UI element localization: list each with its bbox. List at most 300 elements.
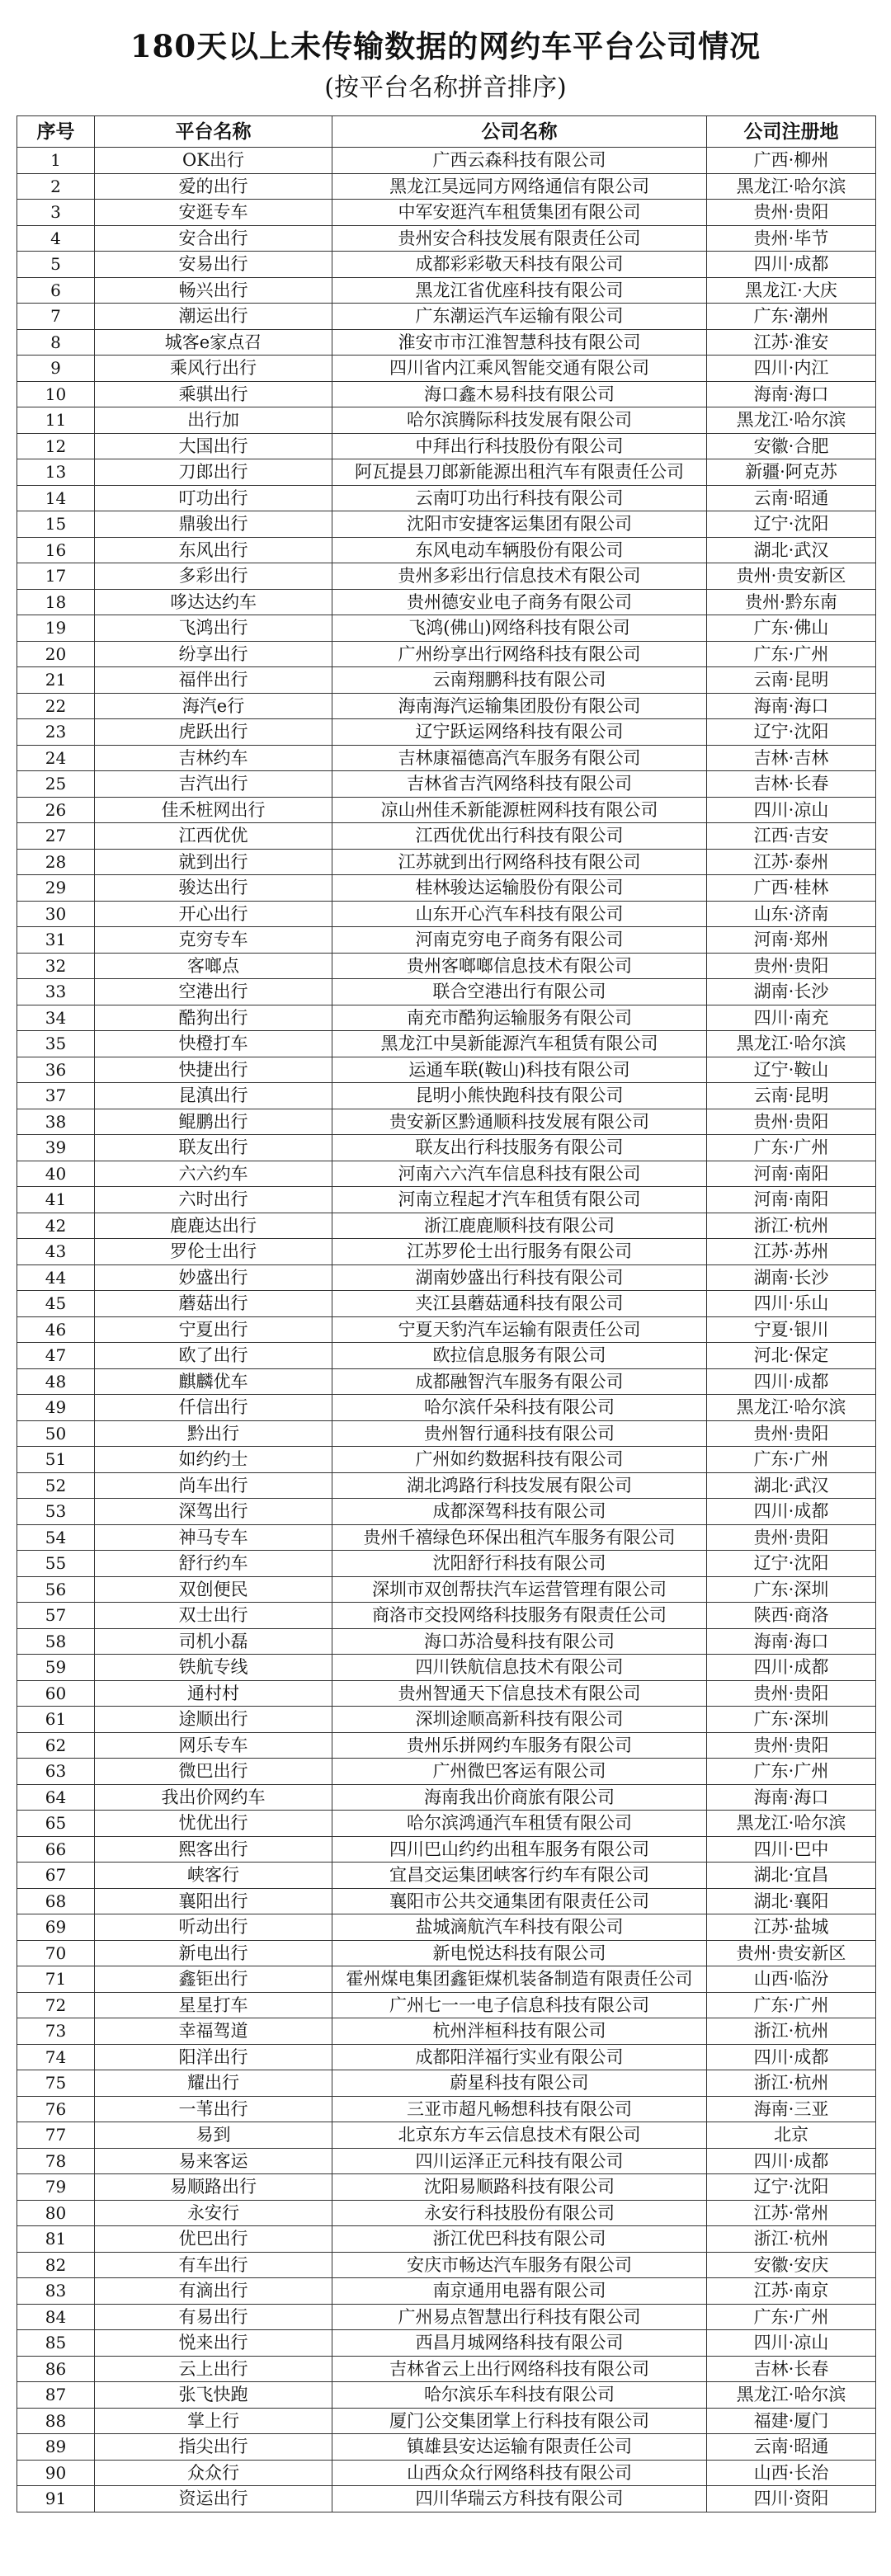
- cell-registered-location: 湖南·长沙: [707, 1264, 876, 1291]
- cell-index: 62: [17, 1732, 95, 1759]
- cell-index: 37: [17, 1083, 95, 1109]
- cell-index: 60: [17, 1680, 95, 1707]
- table-row: [17, 2434, 876, 2461]
- cell-registered-location: 贵州·毕节: [707, 225, 876, 252]
- cell-registered-location: 贵州·贵阳: [707, 1420, 876, 1447]
- cell-platform-name: 双士出行: [95, 1603, 332, 1629]
- cell-company-name: 商洛市交投网络科技服务有限责任公司: [332, 1603, 707, 1629]
- cell-index: 80: [17, 2200, 95, 2226]
- cell-platform-name: 纷享出行: [95, 641, 332, 667]
- header-index: 序号: [17, 116, 95, 148]
- cell-company-name: 飞鸿(佛山)网络科技有限公司: [332, 615, 707, 642]
- cell-index: 49: [17, 1395, 95, 1421]
- cell-platform-name: 刀郎出行: [95, 459, 332, 486]
- table-row: [17, 1057, 876, 1083]
- cell-index: 74: [17, 2044, 95, 2070]
- cell-platform-name: 资运出行: [95, 2486, 332, 2512]
- cell-registered-location: 贵州·贵阳: [707, 1109, 876, 1135]
- table-row: [17, 1213, 876, 1239]
- cell-index: 29: [17, 875, 95, 902]
- cell-index: 42: [17, 1213, 95, 1239]
- table-row: [17, 381, 876, 407]
- cell-platform-name: 如约约士: [95, 1447, 332, 1473]
- cell-registered-location: 吉林·吉林: [707, 745, 876, 771]
- cell-registered-location: 四川·成都: [707, 1655, 876, 1681]
- cell-company-name: 永安行科技股份有限公司: [332, 2200, 707, 2226]
- cell-registered-location: 四川·成都: [707, 1368, 876, 1395]
- table-row: [17, 1888, 876, 1914]
- cell-platform-name: 罗伦士出行: [95, 1239, 332, 1265]
- cell-index: 69: [17, 1914, 95, 1941]
- cell-company-name: 运通车联(鞍山)科技有限公司: [332, 1057, 707, 1083]
- cell-company-name: 成都彩彩敬天科技有限公司: [332, 252, 707, 278]
- cell-registered-location: 浙江·杭州: [707, 1213, 876, 1239]
- cell-platform-name: 宁夏出行: [95, 1316, 332, 1343]
- cell-company-name: 杭州泮桓科技有限公司: [332, 2018, 707, 2045]
- cell-index: 40: [17, 1161, 95, 1187]
- cell-company-name: 海南海汽运输集团股份有限公司: [332, 693, 707, 719]
- cell-index: 14: [17, 485, 95, 511]
- cell-index: 25: [17, 771, 95, 798]
- cell-index: 51: [17, 1447, 95, 1473]
- cell-index: 31: [17, 927, 95, 954]
- cell-company-name: 四川铁航信息技术有限公司: [332, 1655, 707, 1681]
- cell-platform-name: 酷狗出行: [95, 1005, 332, 1031]
- cell-index: 46: [17, 1316, 95, 1343]
- cell-registered-location: 浙江·杭州: [707, 2070, 876, 2097]
- cell-index: 45: [17, 1291, 95, 1317]
- cell-platform-name: 永安行: [95, 2200, 332, 2226]
- cell-registered-location: 四川·资阳: [707, 2486, 876, 2512]
- cell-registered-location: 江苏·盐城: [707, 1914, 876, 1941]
- cell-platform-name: 耀出行: [95, 2070, 332, 2097]
- table-row: [17, 1472, 876, 1499]
- platform-table: [16, 115, 876, 2512]
- table-row: [17, 615, 876, 642]
- cell-index: 71: [17, 1966, 95, 1993]
- cell-company-name: 哈尔滨乐车科技有限公司: [332, 2382, 707, 2409]
- cell-platform-name: 鼎骏出行: [95, 511, 332, 538]
- cell-index: 12: [17, 433, 95, 459]
- table-row: [17, 148, 876, 174]
- table-row: [17, 2330, 876, 2357]
- cell-index: 78: [17, 2148, 95, 2174]
- cell-index: 35: [17, 1031, 95, 1057]
- cell-company-name: 成都深驾科技有限公司: [332, 1499, 707, 1525]
- cell-index: 22: [17, 693, 95, 719]
- cell-company-name: 贵州多彩出行信息技术有限公司: [332, 563, 707, 590]
- cell-index: 79: [17, 2174, 95, 2201]
- cell-company-name: 四川巴山约约出租车服务有限公司: [332, 1836, 707, 1863]
- table-row: [17, 667, 876, 694]
- cell-registered-location: 四川·巴中: [707, 1836, 876, 1863]
- cell-index: 76: [17, 2096, 95, 2122]
- table-row: [17, 407, 876, 434]
- table-row: [17, 1239, 876, 1265]
- cell-registered-location: 广东·潮州: [707, 304, 876, 330]
- cell-platform-name: 吉汽出行: [95, 771, 332, 798]
- table-row: [17, 1499, 876, 1525]
- cell-index: 61: [17, 1707, 95, 1733]
- cell-registered-location: 安徽·安庆: [707, 2252, 876, 2278]
- cell-index: 3: [17, 200, 95, 226]
- table-row: [17, 875, 876, 902]
- cell-index: 77: [17, 2122, 95, 2149]
- cell-platform-name: 叮功出行: [95, 485, 332, 511]
- page-subtitle: (按平台名称拼音排序): [324, 73, 567, 102]
- cell-registered-location: 湖南·长沙: [707, 979, 876, 1005]
- cell-index: 65: [17, 1811, 95, 1837]
- cell-platform-name: 途顺出行: [95, 1707, 332, 1733]
- cell-platform-name: 悦来出行: [95, 2330, 332, 2357]
- cell-registered-location: 广西·桂林: [707, 875, 876, 902]
- table-row: [17, 277, 876, 304]
- cell-company-name: 哈尔滨腾际科技发展有限公司: [332, 407, 707, 434]
- table-row: [17, 2200, 876, 2226]
- cell-index: 75: [17, 2070, 95, 2097]
- cell-registered-location: 黑龙江·大庆: [707, 277, 876, 304]
- table-row: [17, 1628, 876, 1655]
- cell-registered-location: 广东·深圳: [707, 1707, 876, 1733]
- cell-registered-location: 江苏·苏州: [707, 1239, 876, 1265]
- cell-registered-location: 贵州·贵阳: [707, 1524, 876, 1551]
- table-row: [17, 1759, 876, 1785]
- cell-platform-name: 昆滇出行: [95, 1083, 332, 1109]
- cell-company-name: 贵州千禧绿色环保出租汽车服务有限公司: [332, 1524, 707, 1551]
- cell-platform-name: 快橙打车: [95, 1031, 332, 1057]
- cell-company-name: 山东开心汽车科技有限公司: [332, 901, 707, 927]
- cell-platform-name: 海汽e行: [95, 693, 332, 719]
- cell-company-name: 深圳市双创帮扶汽车运营管理有限公司: [332, 1576, 707, 1603]
- cell-registered-location: 四川·凉山: [707, 797, 876, 823]
- cell-platform-name: 有滴出行: [95, 2278, 332, 2305]
- cell-registered-location: 吉林·长春: [707, 2356, 876, 2382]
- table-row: [17, 1784, 876, 1811]
- cell-registered-location: 河南·南阳: [707, 1161, 876, 1187]
- cell-index: 50: [17, 1420, 95, 1447]
- cell-index: 55: [17, 1551, 95, 1577]
- cell-registered-location: 吉林·长春: [707, 771, 876, 798]
- cell-index: 1: [17, 148, 95, 174]
- cell-index: 64: [17, 1784, 95, 1811]
- cell-registered-location: 海南·海口: [707, 1628, 876, 1655]
- cell-platform-name: 吉林约车: [95, 745, 332, 771]
- cell-registered-location: 广东·广州: [707, 1135, 876, 1161]
- cell-platform-name: 星星打车: [95, 1992, 332, 2018]
- cell-registered-location: 四川·成都: [707, 2044, 876, 2070]
- table-row: [17, 693, 876, 719]
- cell-company-name: 浙江鹿鹿顺科技有限公司: [332, 1213, 707, 1239]
- cell-platform-name: 云上出行: [95, 2356, 332, 2382]
- cell-company-name: 镇雄县安达运输有限责任公司: [332, 2434, 707, 2461]
- cell-company-name: 吉林省云上出行网络科技有限公司: [332, 2356, 707, 2382]
- cell-platform-name: 鑫钜出行: [95, 1966, 332, 1993]
- cell-registered-location: 辽宁·沈阳: [707, 511, 876, 538]
- cell-index: 36: [17, 1057, 95, 1083]
- table-row: [17, 927, 876, 954]
- cell-platform-name: 优巴出行: [95, 2226, 332, 2253]
- cell-index: 26: [17, 797, 95, 823]
- cell-registered-location: 贵州·贵安新区: [707, 563, 876, 590]
- cell-registered-location: 浙江·杭州: [707, 2018, 876, 2045]
- cell-platform-name: 舒行约车: [95, 1551, 332, 1577]
- cell-platform-name: 司机小磊: [95, 1628, 332, 1655]
- cell-registered-location: 四川·成都: [707, 252, 876, 278]
- cell-index: 11: [17, 407, 95, 434]
- cell-company-name: 四川省内江乘风智能交通有限公司: [332, 356, 707, 382]
- cell-index: 10: [17, 381, 95, 407]
- cell-company-name: 蔚星科技有限公司: [332, 2070, 707, 2097]
- cell-index: 53: [17, 1499, 95, 1525]
- cell-index: 44: [17, 1264, 95, 1291]
- table-header-row: [17, 116, 876, 148]
- cell-registered-location: 海南·海口: [707, 381, 876, 407]
- cell-registered-location: 江苏·淮安: [707, 329, 876, 356]
- cell-company-name: 三亚市超凡畅想科技有限公司: [332, 2096, 707, 2122]
- cell-registered-location: 湖北·襄阳: [707, 1888, 876, 1914]
- cell-company-name: 南京通用电器有限公司: [332, 2278, 707, 2305]
- cell-registered-location: 辽宁·鞍山: [707, 1057, 876, 1083]
- cell-platform-name: 多彩出行: [95, 563, 332, 590]
- cell-index: 57: [17, 1603, 95, 1629]
- cell-platform-name: 空港出行: [95, 979, 332, 1005]
- table-row: [17, 589, 876, 615]
- cell-index: 18: [17, 589, 95, 615]
- cell-company-name: 西昌月城网络科技有限公司: [332, 2330, 707, 2357]
- table-row: [17, 433, 876, 459]
- cell-company-name: 黑龙江省优座科技有限公司: [332, 277, 707, 304]
- cell-index: 82: [17, 2252, 95, 2278]
- cell-registered-location: 四川·南充: [707, 1005, 876, 1031]
- cell-registered-location: 江苏·泰州: [707, 849, 876, 875]
- cell-registered-location: 黑龙江·哈尔滨: [707, 407, 876, 434]
- table-row: [17, 1680, 876, 1707]
- table-row: [17, 2408, 876, 2434]
- cell-platform-name: 安逛专车: [95, 200, 332, 226]
- cell-registered-location: 海南·三亚: [707, 2096, 876, 2122]
- cell-index: 88: [17, 2408, 95, 2434]
- table-row: [17, 1603, 876, 1629]
- cell-company-name: 沈阳市安捷客运集团有限公司: [332, 511, 707, 538]
- cell-company-name: 吉林省吉汽网络科技有限公司: [332, 771, 707, 798]
- table-row: [17, 1083, 876, 1109]
- cell-platform-name: 深驾出行: [95, 1499, 332, 1525]
- cell-company-name: 广西云森科技有限公司: [332, 148, 707, 174]
- cell-company-name: 成都融智汽车服务有限公司: [332, 1368, 707, 1395]
- cell-registered-location: 四川·成都: [707, 2148, 876, 2174]
- cell-platform-name: 张飞快跑: [95, 2382, 332, 2409]
- cell-index: 72: [17, 1992, 95, 2018]
- cell-registered-location: 陕西·商洛: [707, 1603, 876, 1629]
- cell-company-name: 贵州智行通科技有限公司: [332, 1420, 707, 1447]
- table-row: [17, 2278, 876, 2305]
- cell-index: 89: [17, 2434, 95, 2461]
- cell-index: 23: [17, 719, 95, 746]
- cell-index: 33: [17, 979, 95, 1005]
- table-row: [17, 823, 876, 850]
- cell-platform-name: 六时出行: [95, 1187, 332, 1213]
- cell-index: 91: [17, 2486, 95, 2512]
- cell-registered-location: 辽宁·沈阳: [707, 719, 876, 746]
- cell-registered-location: 黑龙江·哈尔滨: [707, 1811, 876, 1837]
- cell-platform-name: 我出价网约车: [95, 1784, 332, 1811]
- cell-index: 39: [17, 1135, 95, 1161]
- cell-platform-name: 黔出行: [95, 1420, 332, 1447]
- cell-platform-name: 有车出行: [95, 2252, 332, 2278]
- table-row: [17, 745, 876, 771]
- table-row: [17, 1992, 876, 2018]
- cell-company-name: 辽宁跃运网络科技有限公司: [332, 719, 707, 746]
- header-company-name: 公司名称: [332, 116, 707, 148]
- cell-index: 70: [17, 1940, 95, 1966]
- table-row: [17, 1316, 876, 1343]
- cell-registered-location: 贵州·贵阳: [707, 1732, 876, 1759]
- cell-company-name: 江苏就到出行网络科技有限公司: [332, 849, 707, 875]
- cell-platform-name: 易顺路出行: [95, 2174, 332, 2201]
- cell-registered-location: 四川·成都: [707, 1499, 876, 1525]
- cell-registered-location: 河南·郑州: [707, 927, 876, 954]
- cell-registered-location: 山西·临汾: [707, 1966, 876, 1993]
- cell-index: 30: [17, 901, 95, 927]
- cell-index: 28: [17, 849, 95, 875]
- cell-platform-name: 掌上行: [95, 2408, 332, 2434]
- cell-registered-location: 海南·海口: [707, 1784, 876, 1811]
- cell-company-name: 深圳途顺高新科技有限公司: [332, 1707, 707, 1733]
- cell-index: 43: [17, 1239, 95, 1265]
- cell-platform-name: 易来客运: [95, 2148, 332, 2174]
- cell-index: 56: [17, 1576, 95, 1603]
- table-row: [17, 2070, 876, 2097]
- table-row: [17, 1109, 876, 1135]
- table-row: [17, 485, 876, 511]
- cell-company-name: 东风电动车辆股份有限公司: [332, 537, 707, 563]
- cell-index: 15: [17, 511, 95, 538]
- cell-index: 20: [17, 641, 95, 667]
- cell-company-name: 云南叮功出行科技有限公司: [332, 485, 707, 511]
- cell-company-name: 四川运泽正元科技有限公司: [332, 2148, 707, 2174]
- cell-registered-location: 安徽·合肥: [707, 433, 876, 459]
- table-row: [17, 979, 876, 1005]
- table-row: [17, 2174, 876, 2201]
- cell-platform-name: 安易出行: [95, 252, 332, 278]
- cell-index: 17: [17, 563, 95, 590]
- cell-platform-name: 江西优优: [95, 823, 332, 850]
- table-row: [17, 2356, 876, 2382]
- cell-company-name: 盐城滴航汽车科技有限公司: [332, 1914, 707, 1941]
- cell-platform-name: 仟信出行: [95, 1395, 332, 1421]
- cell-company-name: 广州如约数据科技有限公司: [332, 1447, 707, 1473]
- cell-registered-location: 北京: [707, 2122, 876, 2149]
- cell-registered-location: 江苏·南京: [707, 2278, 876, 2305]
- cell-company-name: 欧拉信息服务有限公司: [332, 1343, 707, 1369]
- cell-index: 7: [17, 304, 95, 330]
- cell-registered-location: 宁夏·银川: [707, 1316, 876, 1343]
- cell-registered-location: 广西·柳州: [707, 148, 876, 174]
- cell-registered-location: 湖北·宜昌: [707, 1863, 876, 1889]
- table-row: [17, 1420, 876, 1447]
- cell-registered-location: 湖北·武汉: [707, 537, 876, 563]
- cell-company-name: 山西众众行网络科技有限公司: [332, 2460, 707, 2486]
- table-row: [17, 2096, 876, 2122]
- cell-platform-name: 尚车出行: [95, 1472, 332, 1499]
- cell-platform-name: 福伴出行: [95, 667, 332, 694]
- cell-registered-location: 广东·广州: [707, 2304, 876, 2330]
- cell-registered-location: 云南·昭通: [707, 485, 876, 511]
- cell-platform-name: 安合出行: [95, 225, 332, 252]
- cell-platform-name: 快捷出行: [95, 1057, 332, 1083]
- cell-company-name: 海南我出价商旅有限公司: [332, 1784, 707, 1811]
- cell-registered-location: 四川·凉山: [707, 2330, 876, 2357]
- table-row: [17, 1811, 876, 1837]
- cell-registered-location: 贵州·贵安新区: [707, 1940, 876, 1966]
- cell-index: 73: [17, 2018, 95, 2045]
- table-row: [17, 1576, 876, 1603]
- table-row: [17, 2252, 876, 2278]
- cell-platform-name: 客啷点: [95, 953, 332, 979]
- cell-company-name: 四川华瑞云方科技有限公司: [332, 2486, 707, 2512]
- table-row: [17, 1135, 876, 1161]
- cell-index: 66: [17, 1836, 95, 1863]
- table-row: [17, 1395, 876, 1421]
- cell-company-name: 宜昌交运集团峡客行约车有限公司: [332, 1863, 707, 1889]
- cell-index: 32: [17, 953, 95, 979]
- table-row: [17, 2148, 876, 2174]
- cell-company-name: 贵州智通天下信息技术有限公司: [332, 1680, 707, 1707]
- cell-company-name: 江苏罗伦士出行服务有限公司: [332, 1239, 707, 1265]
- table-row: [17, 356, 876, 382]
- cell-platform-name: 欧了出行: [95, 1343, 332, 1369]
- cell-company-name: 南充市酷狗运输服务有限公司: [332, 1005, 707, 1031]
- cell-platform-name: 潮运出行: [95, 304, 332, 330]
- cell-platform-name: 铁航专线: [95, 1655, 332, 1681]
- cell-index: 52: [17, 1472, 95, 1499]
- cell-platform-name: 一苇出行: [95, 2096, 332, 2122]
- cell-platform-name: 出行加: [95, 407, 332, 434]
- cell-registered-location: 海南·海口: [707, 693, 876, 719]
- cell-platform-name: 神马专车: [95, 1524, 332, 1551]
- page-title: 180天以上未传输数据的网约车平台公司情况: [130, 28, 761, 64]
- cell-company-name: 淮安市市江淮智慧科技有限公司: [332, 329, 707, 356]
- cell-company-name: 贵州安合科技发展有限责任公司: [332, 225, 707, 252]
- cell-platform-name: 鲲鹏出行: [95, 1109, 332, 1135]
- cell-registered-location: 云南·昆明: [707, 1083, 876, 1109]
- table-row: [17, 797, 876, 823]
- table-row: [17, 2382, 876, 2409]
- cell-company-name: 吉林康福德高汽车服务有限公司: [332, 745, 707, 771]
- cell-registered-location: 贵州·贵阳: [707, 200, 876, 226]
- table-row: [17, 1291, 876, 1317]
- cell-index: 9: [17, 356, 95, 382]
- cell-platform-name: 听动出行: [95, 1914, 332, 1941]
- table-row: [17, 1343, 876, 1369]
- table-row: [17, 173, 876, 200]
- cell-index: 16: [17, 537, 95, 563]
- cell-company-name: 广州七一一电子信息科技有限公司: [332, 1992, 707, 2018]
- cell-platform-name: 峡客行: [95, 1863, 332, 1889]
- cell-platform-name: 东风出行: [95, 537, 332, 563]
- cell-company-name: 浙江优巴科技有限公司: [332, 2226, 707, 2253]
- table-row: [17, 459, 876, 486]
- cell-company-name: 河南立程起才汽车租赁有限公司: [332, 1187, 707, 1213]
- cell-platform-name: 开心出行: [95, 901, 332, 927]
- cell-company-name: 湖北鸿路行科技发展有限公司: [332, 1472, 707, 1499]
- cell-company-name: 广州微巴客运有限公司: [332, 1759, 707, 1785]
- cell-platform-name: 蘑菇出行: [95, 1291, 332, 1317]
- cell-platform-name: 易到: [95, 2122, 332, 2149]
- cell-platform-name: 阳洋出行: [95, 2044, 332, 2070]
- table-row: [17, 1836, 876, 1863]
- cell-platform-name: 佳禾桩网出行: [95, 797, 332, 823]
